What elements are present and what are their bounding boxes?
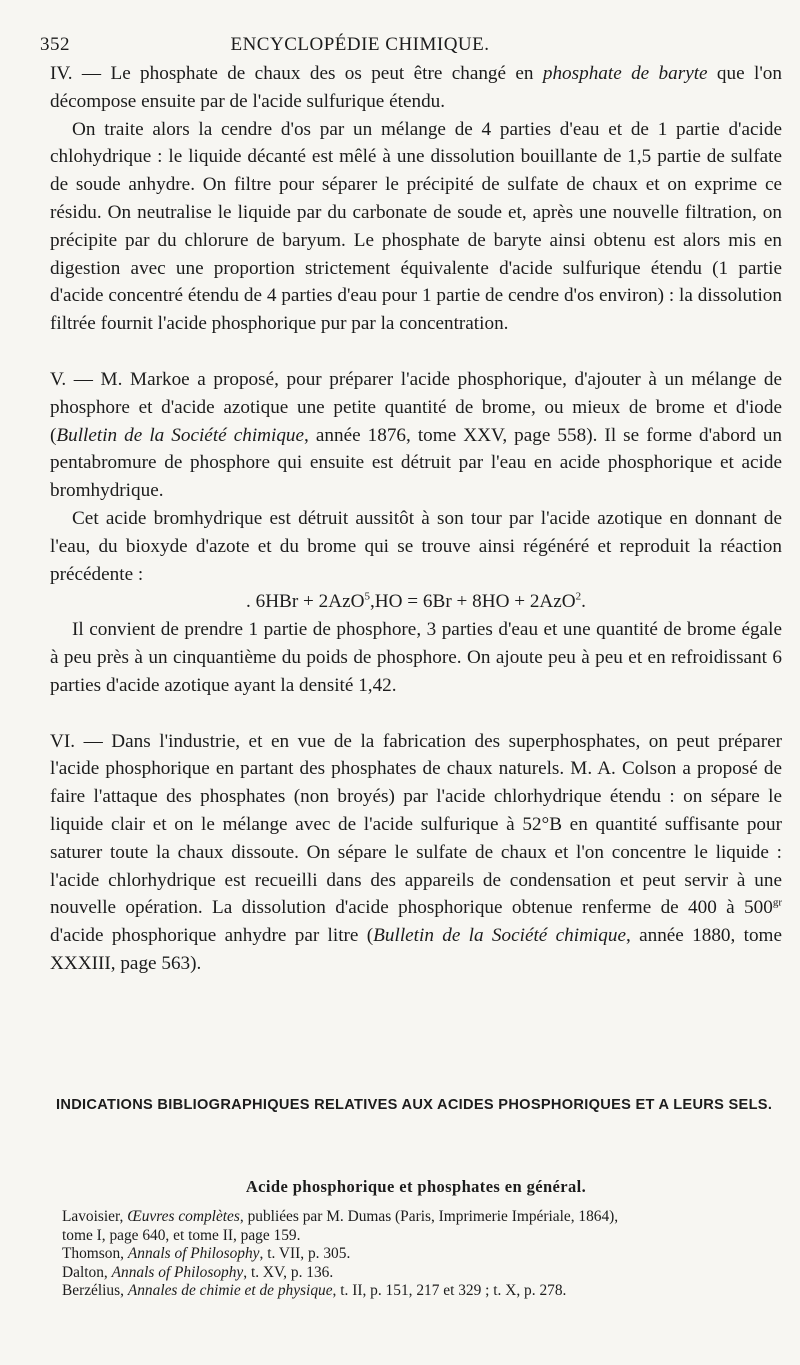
paragraph-vi: VI. — Dans l'industrie, et en vue de la fabrication des superphosphates, on peut préparer l'acide phosphorique en partant des phosphates de chaux naturels. M. A. Colson a proposé de faire l'attaque des phosphates (non broyés) par l'acide chlorhydrique étendu : on sépare le liquide clair et on le mélange avec de l'acide sulfurique à 52°B en quantité suffisante pour saturer toute la chaux dissoute. On sépare le sulfate de chaux et l'on concentre le liquide : l'acide chlorhydrique est recueilli dans des appareils de condensation et peut servir à une nouvelle opération. La dissolution d'acide phosphorique obtenue renferme de 400 à $500^{gr}$ d'acide phosphorique anhydre par litre (Bulletin de la Société chimique, année 1880, tome XXXIII, page 563). <box>50 730 782 974</box>
reference-entry: Lavoisier, Œuvres complètes, publiées par M. Dumas (Paris, Imprimerie Impériale, 1864), tome I, page 640, et tome II, page 159. <box>62 1208 619 1244</box>
main-text <box>50 60 782 978</box>
bibliography-heading: INDICATIONS BIBLIOGRAPHIQUES RELATIVES AUX ACIDES PHOSPHORIQUES ET A LEURS SELS. <box>56 1097 773 1113</box>
paragraph-v-reaction: Cet acide bromhydrique est détruit aussitôt à son tour par l'acide azotique en donnant de l'eau, du bioxyde d'azote et du brome qui se trouve ainsi régénéré et reproduit la réaction précédente : <box>50 507 782 585</box>
bibliography-list <box>62 1208 782 1301</box>
paragraph-iv-intro: IV. — Le phosphate de chaux des os peut être changé en phosphate de baryte que l'on décompose ensuite par de l'acide sulfurique étendu. <box>50 63 782 112</box>
page-header <box>40 34 780 58</box>
reference-entry: Berzélius, Annales de chimie et de physique, t. II, p. 151, 217 et 329 ; t. X, p. 278. <box>62 1282 567 1300</box>
paragraph-iv-method: On traite alors la cendre d'os par un mélange de 4 parties d'eau et de 1 partie d'acide chlohydrique : le liquide décanté est mêlé à une dissolution bouillante de 1,5 partie de sulfate de soude anhydre. On filtre pour séparer le précipité de sulfate de chaux et on exprime ce résidu. On neutralise le liquide par du carbonate de soude et, après une nouvelle filtration, on précipite par du chlorure de baryum. Le phosphate de baryte ainsi obtenu est alors mis en digestion avec une proportion strictement équivalente d'acide sulfurique étendu (1 partie d'acide concentré étendu de 4 parties d'eau pour 1 partie de cendre d'os environ) : la dissolution filtrée fournit l'acide phosphorique pur par la concentration. <box>50 118 782 335</box>
running-title: ENCYCLOPÉDIE CHIMIQUE. <box>230 34 490 55</box>
page-number: 352 <box>40 34 70 55</box>
paragraph-v-intro: V. — M. Markoe a proposé, pour préparer l'acide phosphorique, d'ajouter à un mélange de phosphore et d'acide azotique une petite quantité de brome, ou mieux de brome et d'iode (Bulletin de la Société chimique, année 1876, tome XXV, page 558). Il se forme d'abord un pentabromure de phosphore qui ensuite est détruit par l'eau en acide phosphorique et acide bromhydrique. <box>50 368 783 502</box>
chemical-equation: . 6HBr + 2AzO$^5$,HO = 6Br + 8HO + 2AzO$^2$. <box>246 590 586 613</box>
reference-entry: Thomson, Annals of Philosophy, t. VII, p. 305. <box>62 1245 351 1263</box>
reference-entry: Dalton, Annals of Philosophy, t. XV, p. 136. <box>62 1263 334 1281</box>
paragraph-v-proportions: Il convient de prendre 1 partie de phosphore, 3 parties d'eau et une quantité de brome égale à peu près à un cinquantième du poids de phosphore. On ajoute peu à peu et en refroidissant 6 parties d'acide azotique ayant la densité 1,42. <box>50 619 782 696</box>
bibliography-subheading: Acide phosphorique et phosphates en général. <box>245 1177 587 1196</box>
